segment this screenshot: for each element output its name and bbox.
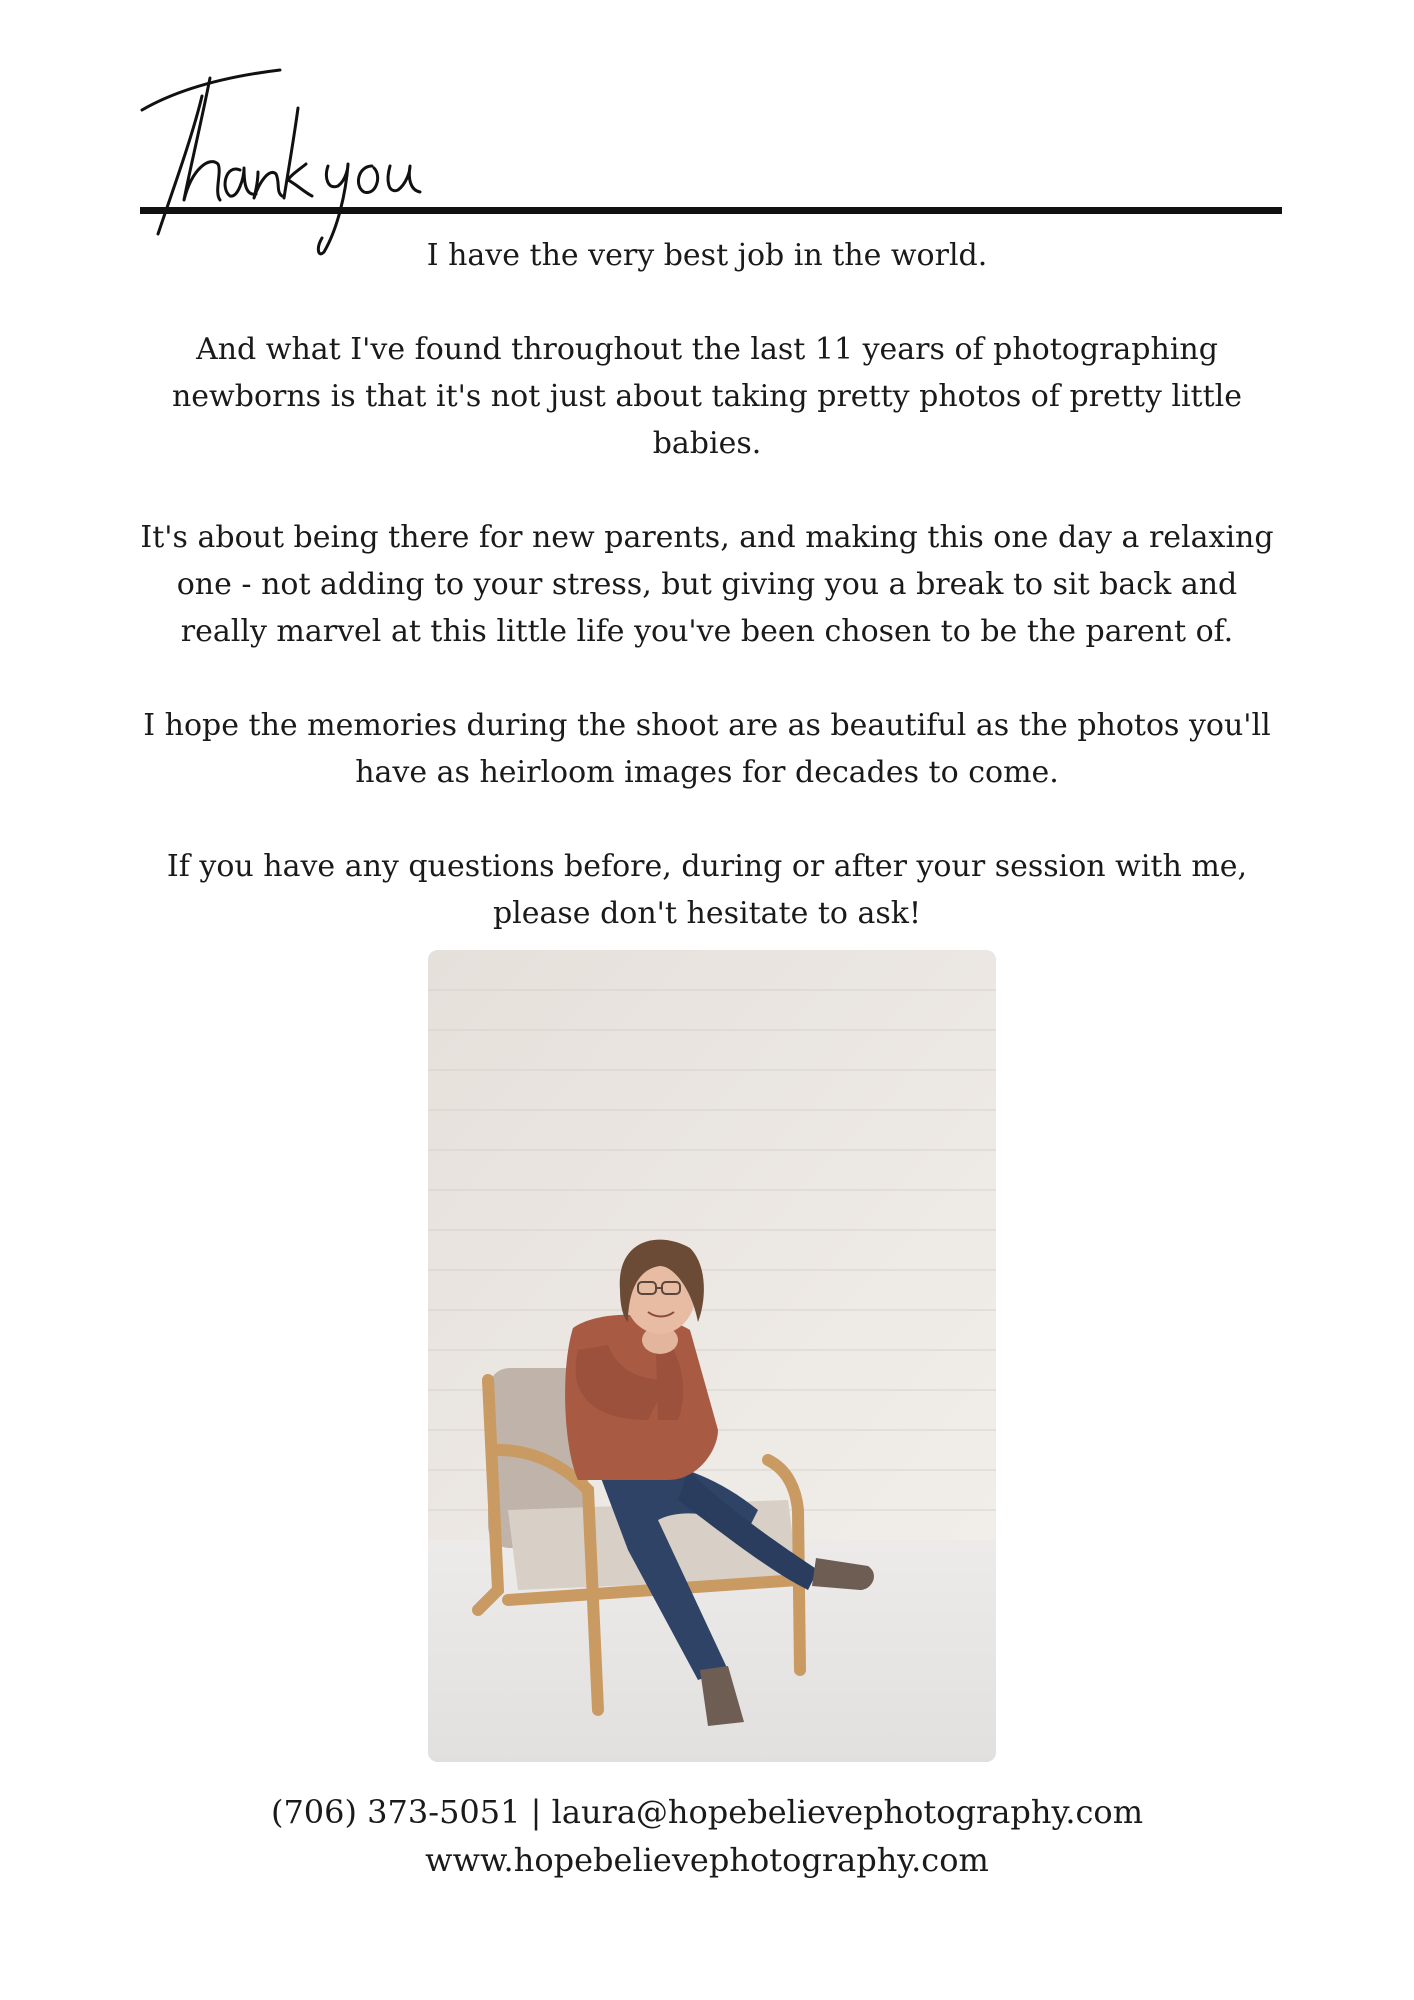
- portrait-photo: [428, 950, 996, 1762]
- letter-body: [130, 232, 1284, 937]
- phone-email-line[interactable]: (706) 373-5051 | laura@hopebelievephotography.com: [270, 1793, 1144, 1831]
- body-paragraph: I have the very best job in the world.: [426, 238, 988, 273]
- heading-underline: [140, 207, 1282, 214]
- website-link[interactable]: www.hopebelievephotography.com: [425, 1841, 989, 1879]
- body-paragraph: It's about being there for new parents, and making this one day a relaxing one - not adding to your stress, but giving you a break to sit back and really marvel at this little life you've been chosen to be the parent of.: [140, 520, 1274, 649]
- body-paragraph: If you have any questions before, during or after your session with me, please don't hesitate to ask!: [166, 849, 1248, 931]
- portrait-illustration: [428, 950, 996, 1762]
- body-paragraph: I hope the memories during the shoot are as beautiful as the photos you'll have as heirloom images for decades to come.: [143, 708, 1271, 790]
- thank-you-heading: [140, 68, 440, 258]
- thank-you-script-lettering: [140, 68, 440, 258]
- contact-info: [0, 1788, 1414, 1884]
- body-paragraph: And what I've found throughout the last 11 years of photographing newborns is that it's not just about taking pretty photos of pretty little babies.: [171, 332, 1243, 461]
